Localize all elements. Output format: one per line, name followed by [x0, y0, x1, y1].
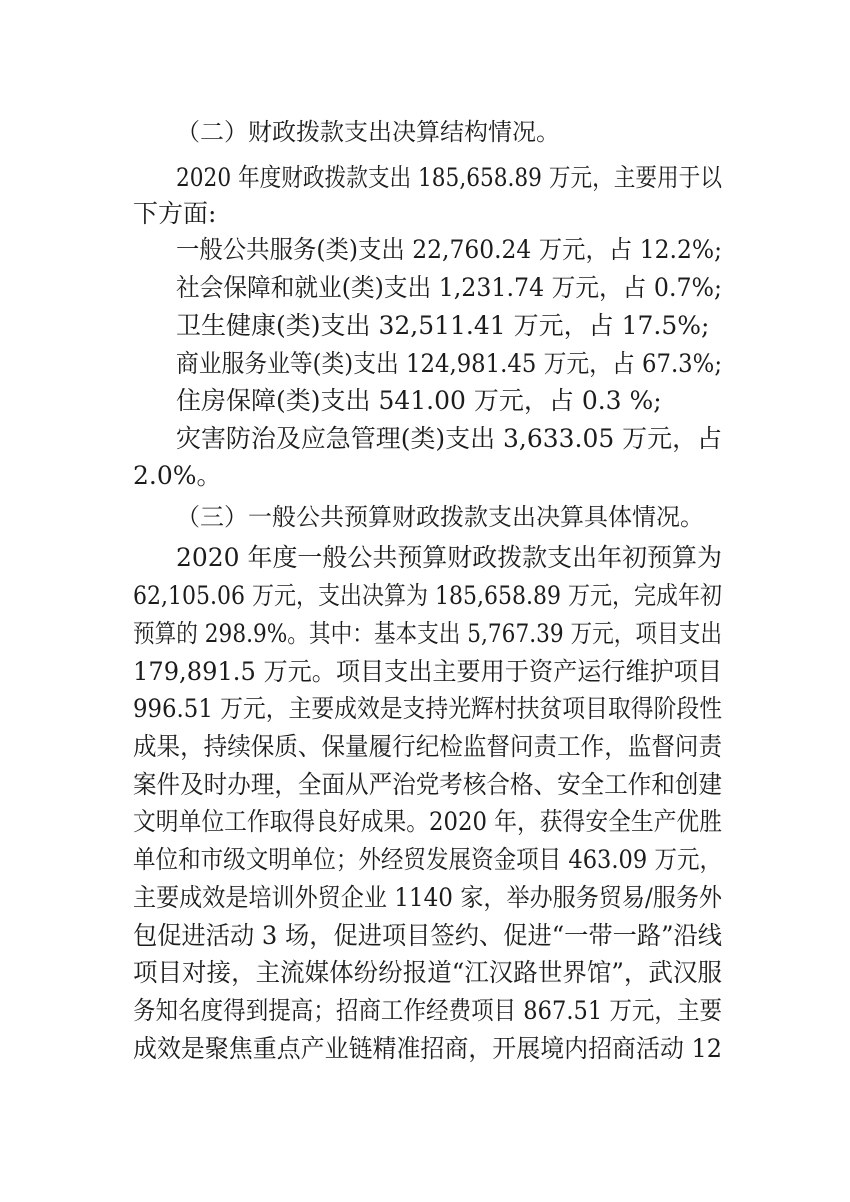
section-heading-3: （三）一般公共预算财政拨款支出决算具体情况。: [176, 503, 704, 531]
list-item: 社会保障和就业(类)支出 1,231.74 万元，占 0.7%;: [176, 273, 723, 302]
paragraph-line: 996.51 万元，主要成效是支持光辉村扶贫项目取得阶段性: [133, 694, 723, 723]
paragraph-line: 文明单位工作取得良好成果。2020 年，获得安全生产优胜: [133, 807, 722, 836]
paragraph-line: 预算的 298.9%。其中：基本支出 5,767.39 万元，项目支出: [133, 619, 722, 648]
paragraph-line: 成果，持续保质、保量履行纪检监督问责工作，监督问责: [133, 732, 723, 761]
paragraph-line: 成效是聚焦重点产业链精准招商，开展境内招商活动 12: [133, 1034, 723, 1063]
list-item: 一般公共服务(类)支出 22,760.24 万元，占 12.2%;: [176, 235, 722, 264]
paragraph-line: 下方面:: [133, 199, 217, 228]
paragraph-line: 务知名度得到提高；招商工作经费项目 867.51 万元，主要: [133, 996, 723, 1025]
list-item: 灾害防治及应急管理(类)支出 3,633.05 万元，占: [176, 424, 723, 453]
paragraph-line: 2020 年度一般公共预算财政拨款支出年初预算为: [176, 543, 722, 572]
paragraph-line: 案件及时办理，全面从严治党考核合格、安全工作和创建: [133, 770, 723, 799]
paragraph-line: 62,105.06 万元，支出决算为 185,658.89 万元，完成年初: [133, 581, 722, 610]
paragraph-line: 主要成效是培训外贸企业 1140 家，举办服务贸易/服务外: [133, 883, 723, 912]
list-item: 2.0%。: [133, 461, 222, 490]
paragraph-line: 单位和市级文明单位；外经贸发展资金项目 463.09 万元，: [133, 845, 723, 874]
list-item: 商业服务业等(类)支出 124,981.45 万元，占 67.3%;: [176, 349, 723, 378]
paragraph-line: 包促进活动 3 场，促进项目签约、促进“一带一路”沿线: [133, 921, 722, 950]
paragraph-line: 2020 年度财政拨款支出 185,658.89 万元，主要用于以: [176, 163, 722, 192]
section-heading-2: （二）财政拨款支出决算结构情况。: [176, 118, 560, 146]
list-item: 住房保障(类)支出 541.00 万元，占 0.3 %;: [176, 386, 662, 415]
paragraph-line: 179,891.5 万元。项目支出主要用于资产运行维护项目: [133, 657, 723, 686]
list-item: 卫生健康(类)支出 32,511.41 万元，占 17.5%;: [176, 311, 710, 340]
paragraph-line: 项目对接，主流媒体纷纷报道“江汉路世界馆”，武汉服: [133, 958, 722, 987]
